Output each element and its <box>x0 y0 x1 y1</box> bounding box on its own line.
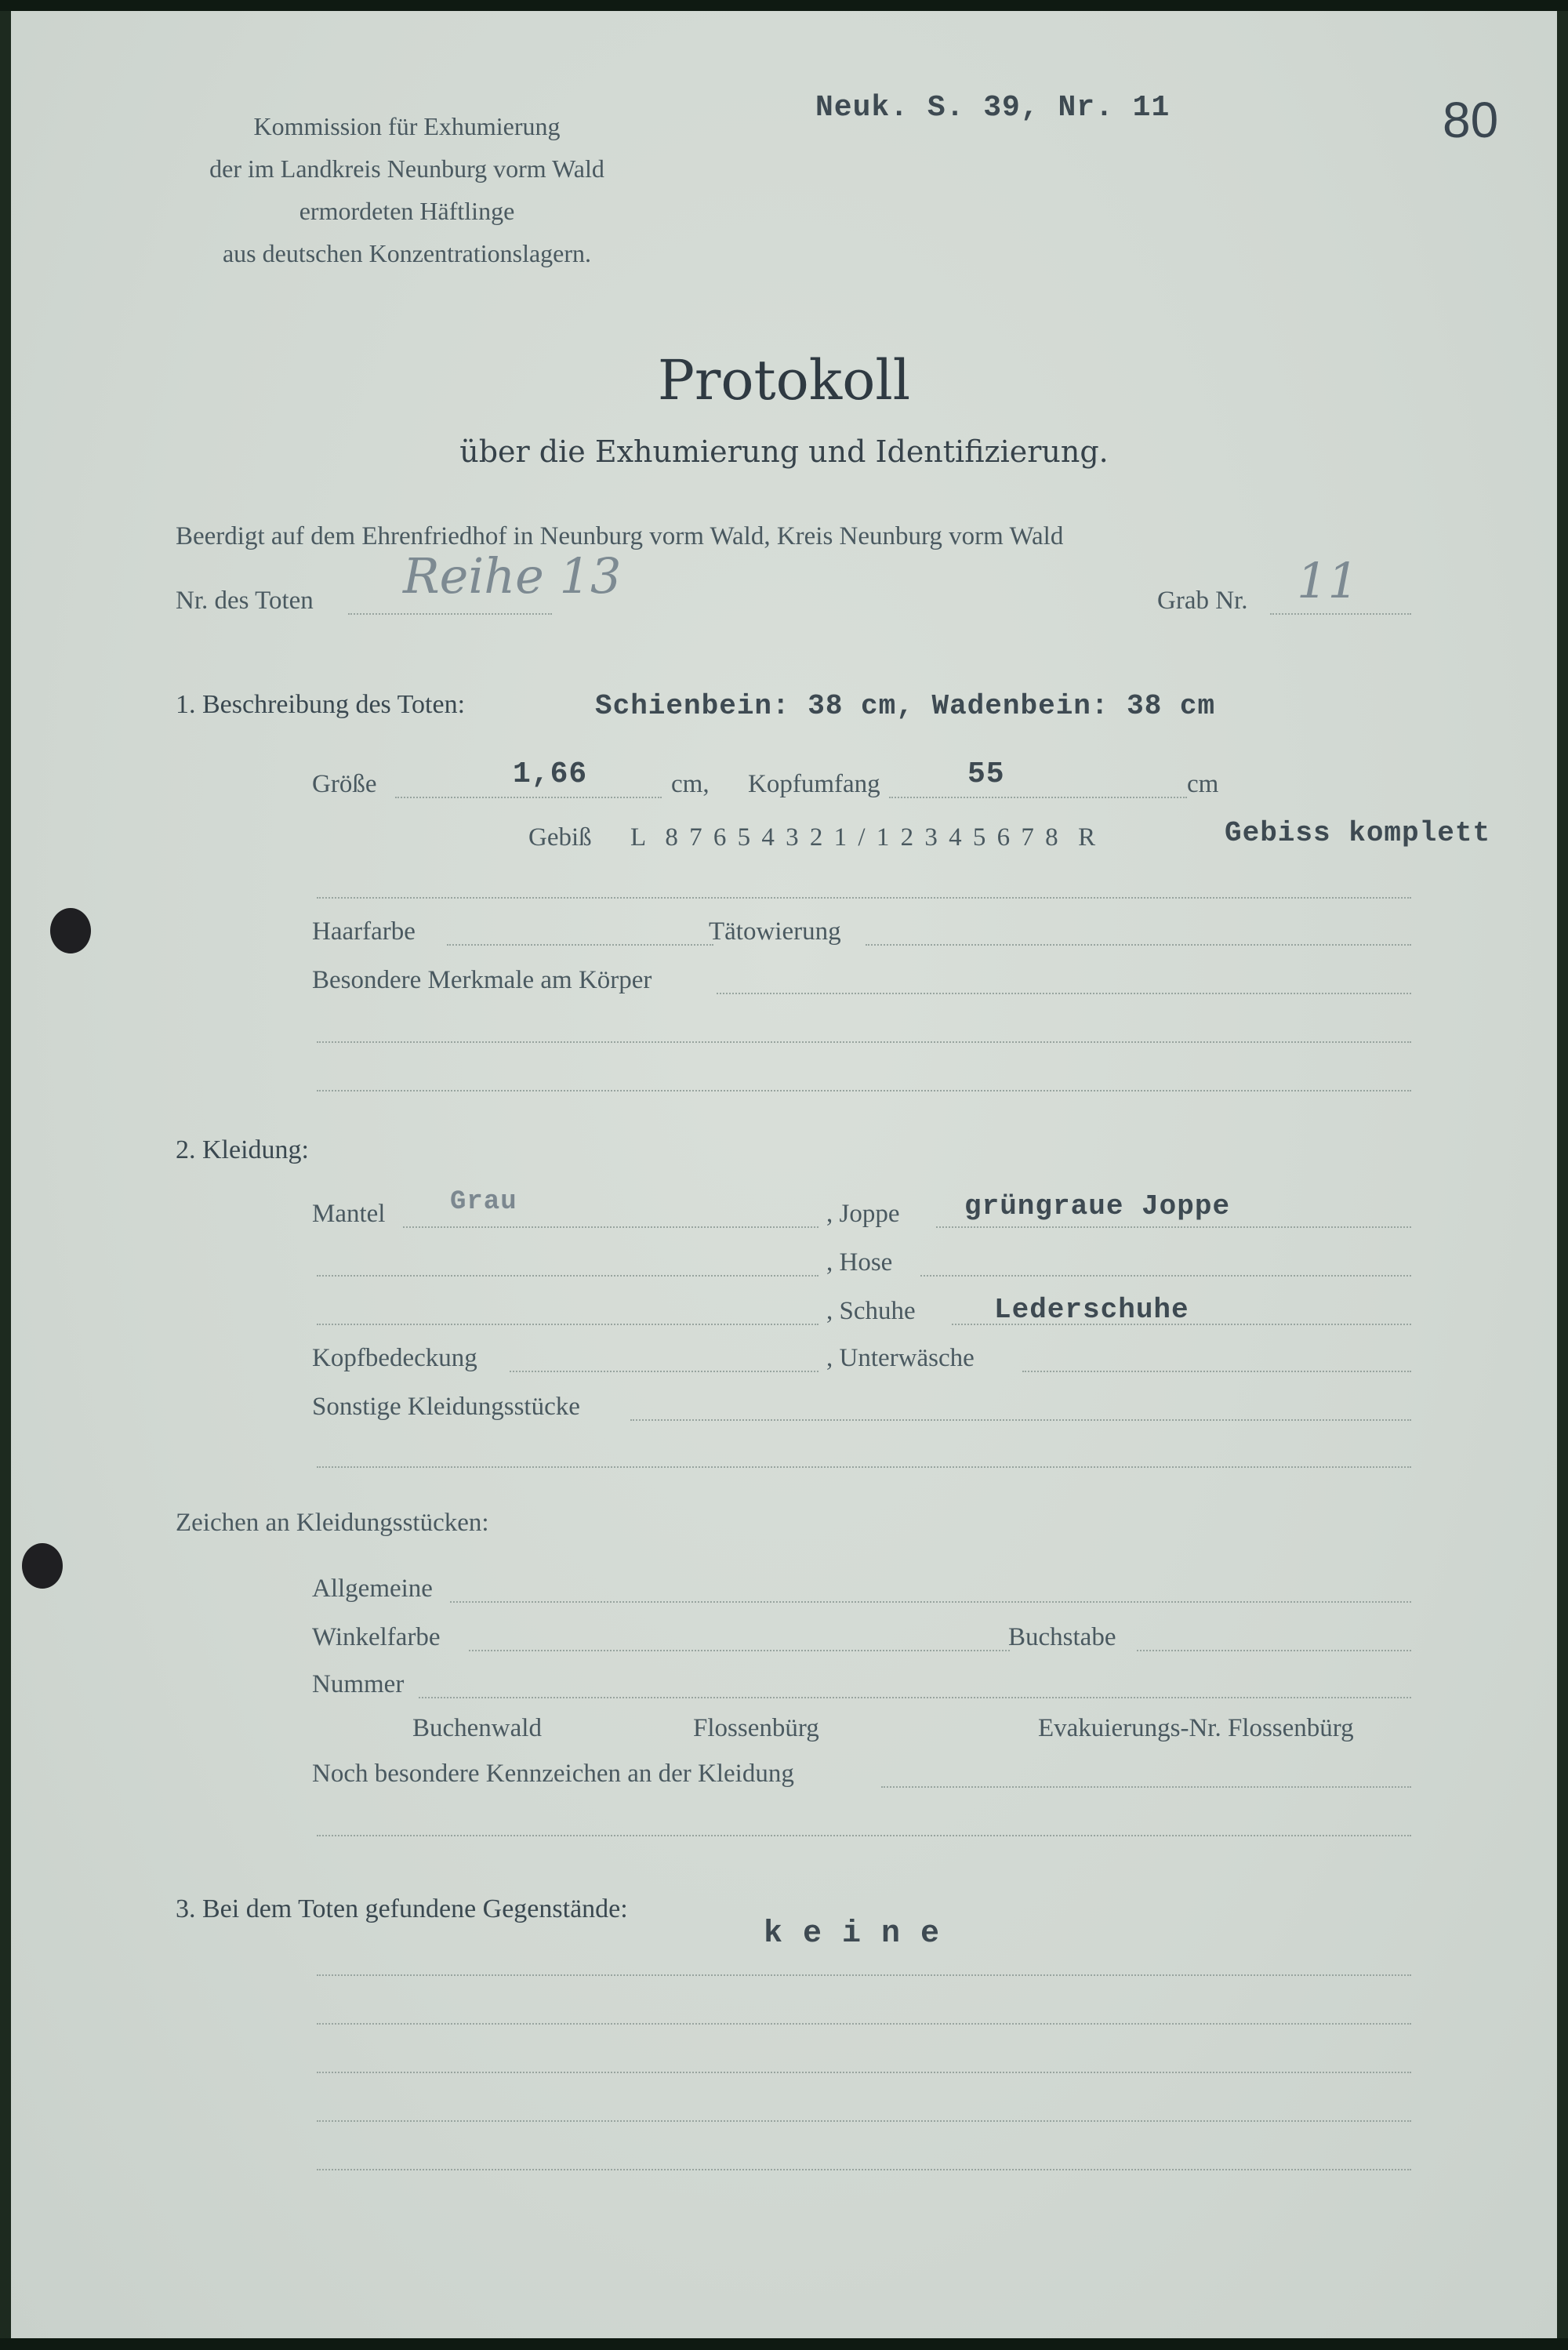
section1-heading: 1. Beschreibung des Toten: <box>176 690 466 719</box>
description-value: Schienbein: 38 cm, Wadenbein: 38 cm <box>595 690 1216 722</box>
coat-label: Mantel <box>312 1200 386 1228</box>
commission-line: ermordeten Häftlinge <box>299 197 515 225</box>
punch-hole <box>22 1543 63 1589</box>
commission-header <box>191 105 622 274</box>
underwear-label: , Unterwäsche <box>826 1344 975 1372</box>
dead-number-value: Reihe 13 <box>403 547 622 605</box>
section3-heading: 3. Bei dem Toten gefundene Gegenstände: <box>176 1894 628 1923</box>
commission-line: der im Landkreis Neunburg vorm Wald <box>209 154 604 183</box>
number-label: Nummer <box>312 1670 405 1698</box>
commission-line: aus deutschen Konzentrationslagern. <box>222 239 592 267</box>
section2-heading: 2. Kleidung: <box>176 1135 309 1164</box>
general-label: Allgemeine <box>312 1575 433 1603</box>
commission-line: Kommission für Exhumierung <box>253 112 561 140</box>
teeth-value: Gebiss komplett <box>1225 817 1491 849</box>
grave-label: Grab Nr. <box>1157 587 1248 615</box>
head-value: 55 <box>967 757 1005 791</box>
shoes-value: Lederschuhe <box>994 1294 1189 1326</box>
burial-line: Beerdigt auf dem Ehrenfriedhof in Neunburg vorm Wald, Kreis Neunburg vorm Wald <box>176 522 1064 550</box>
dead-number-label: Nr. des Toten <box>176 587 314 615</box>
page-subtitle: über die Exhumierung und Identifizierung. <box>459 434 1109 469</box>
page-title: Protokoll <box>657 348 911 412</box>
head-label: Kopfumfang <box>748 770 880 798</box>
other-clothing-label: Sonstige Kleidungsstücke <box>312 1393 580 1421</box>
found-items-value: k e i n e <box>764 1916 941 1952</box>
marks-heading: Zeichen an Kleidungsstücken: <box>176 1509 489 1537</box>
height-value: 1,66 <box>513 757 588 791</box>
buchenwald-label: Buchenwald <box>412 1714 542 1742</box>
features-label: Besondere Merkmale am Körper <box>312 966 652 994</box>
shoes-label: , Schuhe <box>826 1297 916 1325</box>
grave-value: 11 <box>1297 552 1359 609</box>
trousers-label: , Hose <box>826 1248 893 1277</box>
head-unit: cm <box>1187 770 1219 798</box>
jacket-label: , Joppe <box>826 1200 900 1228</box>
document-page <box>11 11 1557 2338</box>
coat-value: Grau <box>450 1187 517 1217</box>
color-label: Winkelfarbe <box>312 1623 441 1651</box>
flossenburg-label: Flossenbürg <box>693 1714 819 1742</box>
evacuation-label: Evakuierungs-Nr. Flossenbürg <box>1038 1714 1354 1742</box>
height-unit: cm, <box>671 770 710 798</box>
tattoo-label: Tätowierung <box>709 917 841 946</box>
teeth-label: Gebiß <box>528 823 592 852</box>
other-marks-label: Noch besondere Kennzeichen an der Kleidung <box>312 1760 794 1788</box>
jacket-value: grüngraue Joppe <box>964 1190 1231 1222</box>
punch-hole <box>50 908 91 953</box>
headwear-label: Kopfbedeckung <box>312 1344 477 1372</box>
page-number: 80 <box>1443 92 1499 148</box>
hair-label: Haarfarbe <box>312 917 416 946</box>
teeth-chart: L 8 7 6 5 4 3 2 1 / 1 2 3 4 5 6 7 8 R <box>630 823 1098 852</box>
letter-label: Buchstabe <box>1008 1623 1116 1651</box>
height-label: Größe <box>312 770 377 798</box>
reference-number: Neuk. S. 39, Nr. 11 <box>815 91 1171 125</box>
